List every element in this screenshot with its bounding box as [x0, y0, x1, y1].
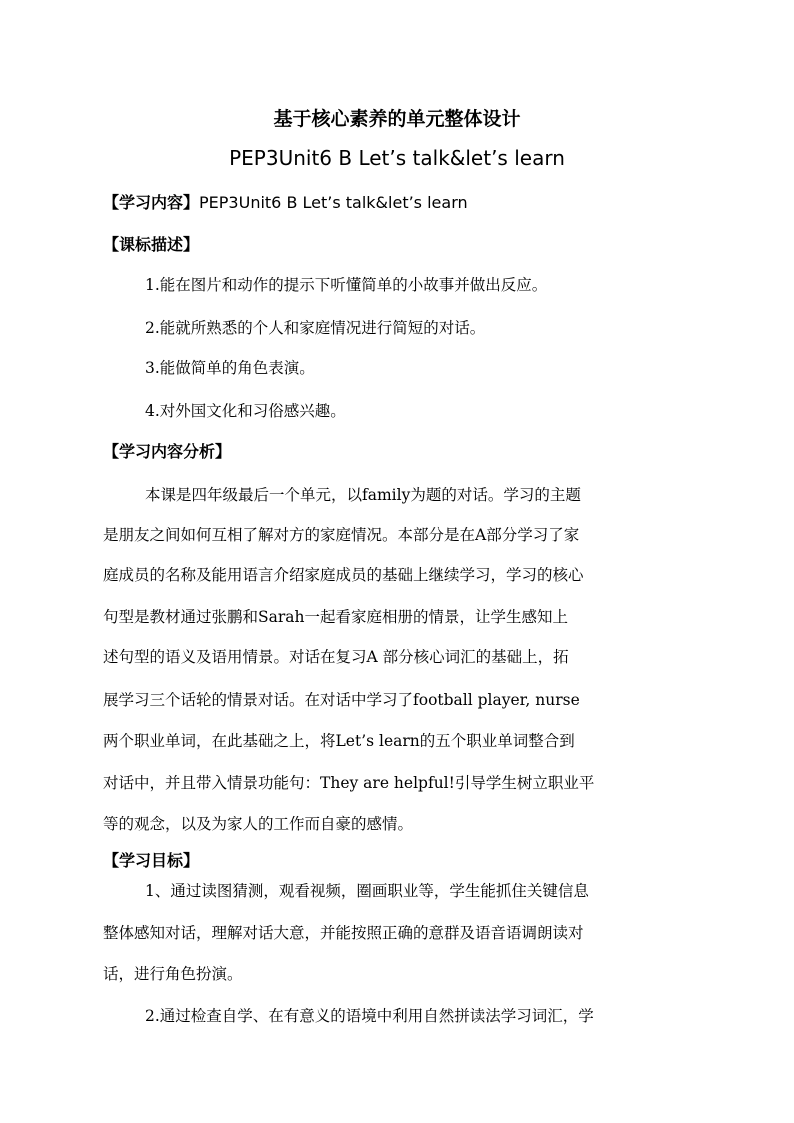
content-label: 【学习内容】 [103, 193, 200, 212]
analysis-line: 是朋友之间如何互相了解对方的家庭情况。本部分是在A部分学习了家 [103, 526, 580, 544]
analysis-line: 两个职业单词，在此基础之上，将Let’s learn的五个职业单词整合到 [103, 732, 575, 750]
document-subtitle: PEP3Unit6 B Let’s talk&let’s learn [229, 146, 565, 170]
document-title: 基于核心素养的单元整体设计 [273, 108, 521, 130]
objective-line: 话，进行角色扮演。 [103, 965, 243, 983]
analysis-line: 句型是教材通过张鹏和Sarah一起看家庭相册的情景，让学生感知上 [103, 608, 568, 626]
objective-line: 2.通过检查自学、在有意义的语境中利用自然拼读法学习词汇，学 [145, 1007, 594, 1025]
content-heading [103, 190, 468, 213]
objective-line: 1、通过读图猜测，观看视频，圈画职业等，学生能抓住关键信息 [145, 882, 589, 900]
standard-item: 1.能在图片和动作的提示下听懂简单的小故事并做出反应。 [145, 276, 548, 294]
analysis-line: 庭成员的名称及能用语言介绍家庭成员的基础上继续学习，学习的核心 [103, 566, 584, 584]
standard-item: 2.能就所熟悉的个人和家庭情况进行简短的对话。 [145, 319, 486, 337]
analysis-line: 等的观念，以及为家人的工作而自豪的感情。 [103, 815, 414, 833]
analysis-line: 对话中，并且带入情景功能句：They are helpful!引导学生树立职业平 [103, 774, 595, 792]
analysis-heading: 【学习内容分析】 [103, 442, 232, 461]
analysis-line: 述句型的语义及语用情景。对话在复习A 部分核心词汇的基础上，拓 [103, 648, 569, 666]
analysis-line: 展学习三个话轮的情景对话。在对话中学习了football player, nurse [103, 691, 580, 709]
standard-item: 4.对外国文化和习俗感兴趣。 [145, 402, 346, 420]
objective-line: 整体感知对话，理解对话大意，并能按照正确的意群及语音语调朗读对 [103, 924, 584, 942]
analysis-line: 本课是四年级最后一个单元，以family为题的对话。学习的主题 [145, 486, 581, 504]
objectives-heading: 【学习目标】 [103, 851, 200, 870]
content-value: PEP3Unit6 B Let’s talk&let’s learn [199, 193, 468, 212]
standard-item: 3.能做简单的角色表演。 [145, 359, 315, 377]
standards-heading: 【课标描述】 [103, 235, 200, 254]
